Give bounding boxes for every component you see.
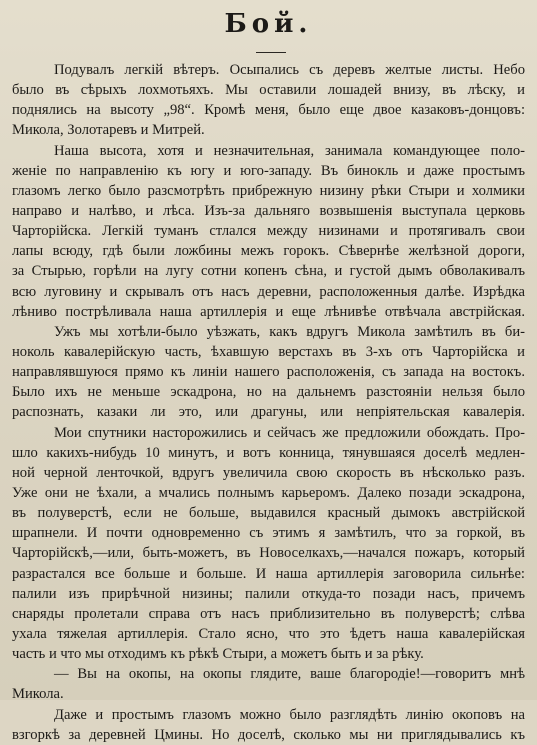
text-line: ной черной ленточкой, вдругъ увеличила свою скорость въ нѣсколько разъ. — [12, 464, 525, 481]
text-line: въ полуверстѣ, если не больше, выдавился красный дымокъ австрійской — [12, 505, 525, 522]
paragraph — [12, 141, 525, 322]
text-line: лапы всюду, гдѣ были ложбины межъ горокъ. Сѣвернѣе желѣзной дороги, — [12, 243, 525, 260]
text-line: за Стырью, горѣли на лугу сотни копенъ сѣна, и густой дымъ обволакивалъ — [12, 263, 525, 280]
text-line: Чарторійска. Легкій туманъ стлался между низинами и протягивалъ свои — [12, 223, 525, 240]
text-line: было въ сѣрыхъ лохмотьяхъ. Мы оставили лошадей внизу, въ лѣску, и — [12, 82, 525, 99]
text-line: женіе по направленію къ югу и юго-западу. Въ бинокль и даже простымъ — [12, 162, 525, 179]
text-line: Было ихъ не меньше эскадрона, но на дальнемъ разстояніи нельзя было — [12, 384, 525, 401]
text-line: Подувалъ легкій вѣтеръ. Осыпались съ деревъ желтые листы. Небо — [54, 62, 525, 78]
text-line: ухала тяжелая артиллерія. Стало ясно, что это ѣдетъ наша кавалерійская — [12, 625, 525, 642]
body-text — [12, 60, 525, 745]
text-line: снаряды пролетали справа отъ насъ приблизительно въ полуверстѣ; слѣва — [12, 605, 525, 622]
text-line: шло какихъ-нибудь 10 минутъ, и вотъ конница, тянувшаяся доселѣ медлен- — [12, 444, 525, 461]
text-line: Чарторійскѣ,—или, быть-можетъ, въ Новоселкахъ,—начался пожаръ, который — [12, 545, 525, 562]
text-line: взгоркѣ за деревней Цмины. Но доселѣ, сколько мы ни приглядывались къ — [12, 726, 525, 743]
text-line: Уже они не ѣхали, а мчались полнымъ карьеромъ. Далеко позади эскадрона, — [12, 484, 525, 501]
text-line: часть и что мы отходимъ къ рѣкѣ Стыри, а можетъ быть и за рѣку. — [12, 646, 424, 663]
text-line: шрапнели. И почти одновременно съ этимъ я замѣтилъ, что за горкой, въ — [12, 525, 525, 542]
text-line: Даже и простымъ глазомъ можно было разглядѣть линію окоповъ на — [54, 706, 525, 723]
paragraph — [12, 60, 525, 141]
text-line: разрастался все больше и больше. И наша артиллерія заговорила сильнѣе: — [12, 565, 525, 582]
text-line: всю луговину и скрывалъ отъ насъ деревни, расположенныя далѣе. Изрѣдка — [12, 283, 525, 300]
text-line: направо и налѣво, и лѣса. Изъ-за дальняго возвышенія выступала церковь — [12, 202, 525, 219]
chapter-title: Бой. — [224, 9, 313, 39]
text-line: глазомъ легко было разсмотрѣть прибрежную низину рѣки Стыри и холмики — [12, 182, 525, 199]
text-line: Мои спутники насторожились и сейчасъ же предложили обождать. Про- — [54, 424, 525, 441]
paragraph — [12, 664, 525, 704]
text-line: поднялись на высоту „98“. Кромѣ меня, было еще двое казаковъ-донцовъ: — [12, 102, 525, 119]
text-line: Микола. — [12, 686, 64, 703]
paragraph — [12, 705, 525, 745]
text-line: Ужъ мы хотѣли-было уѣзжать, какъ вдругъ Микола замѣтилъ въ би- — [54, 323, 525, 340]
text-line: палили изъ прирѣчной низины; палили откуда-то позади насъ, причемъ — [12, 585, 525, 602]
text-line: направлявшуюся прямо къ линіи нашего расположенія, съ запада на востокъ. — [12, 364, 525, 381]
paragraph — [12, 322, 525, 423]
text-line: распознать, казаки ли это, или драгуны, или непріятельская кавалерія. — [12, 404, 525, 421]
text-line: Микола, Золотаревъ и Митрей. — [12, 122, 205, 139]
text-line: ноколь кавалерійскую часть, ѣхавшую верстахъ въ 3-хъ отъ Чарторійска и — [12, 343, 525, 360]
text-line: Наша высота, хотя и незначительная, занимала командующее поло- — [54, 142, 525, 159]
title-divider — [256, 52, 286, 53]
paragraph — [12, 423, 525, 665]
text-line: — Вы на окопы, на окопы глядите, ваше благородіе!—говоритъ мнѣ — [54, 666, 525, 683]
text-line: лѣниво пострѣливала наша артиллерія и еще лѣнивѣе отвѣчала австрійская. — [12, 303, 525, 320]
